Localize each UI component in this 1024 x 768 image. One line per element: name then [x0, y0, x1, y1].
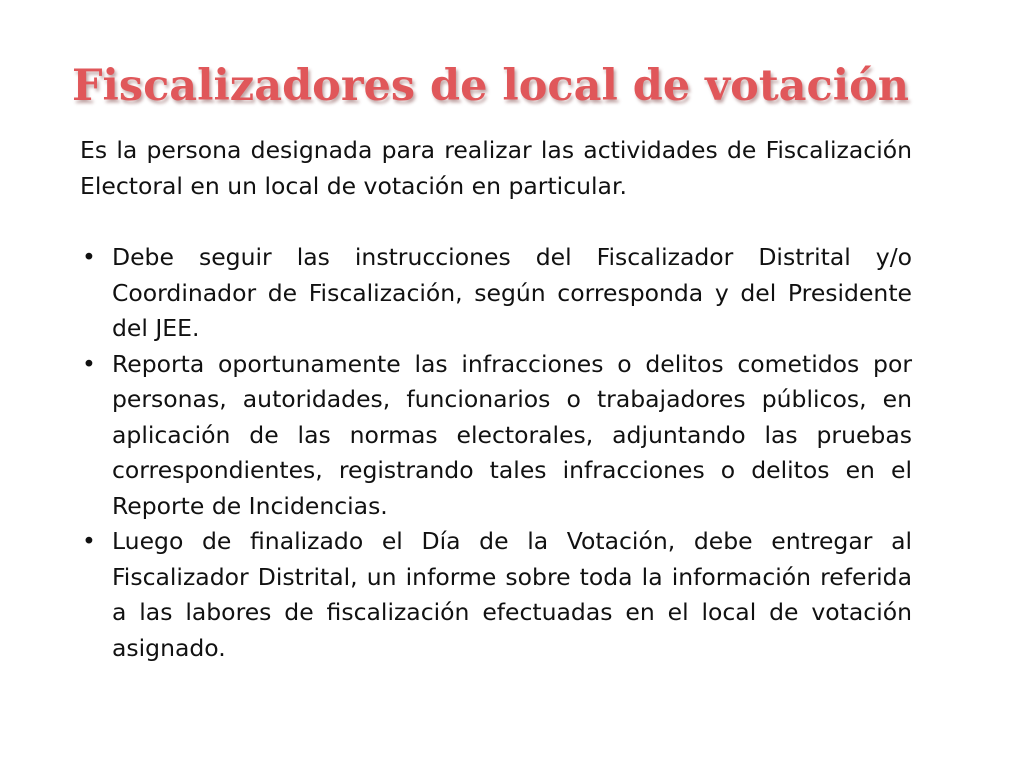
slide-title: Fiscalizadores de local de votación — [72, 61, 910, 111]
bullet-icon: • — [82, 527, 96, 555]
bullet-item — [80, 240, 912, 347]
slide-body — [80, 133, 912, 666]
bullet-text: Luego de finalizado el Día de la Votación, debe entregar al Fiscalizador Distrital, un informe sobre toda la información referida a las labores de fiscalización efectuadas en el local de votación asignado. — [112, 527, 912, 662]
paragraph-spacer — [80, 204, 912, 240]
bullet-icon: • — [82, 243, 96, 271]
bullet-text: Reporta oportunamente las infracciones o delitos cometidos por personas, autoridades, funcionarios o trabajadores públicos, en aplicación de las normas electorales, adjuntando las pruebas correspondientes, registrando tales infracciones o delitos en el Reporte de Incidencias. — [112, 349, 912, 520]
bullet-text: Debe seguir las instrucciones del Fiscalizador Distrital y/o Coordinador de Fiscalización, según corresponda y del Presidente del JEE. — [112, 243, 912, 342]
bullet-list — [80, 240, 912, 666]
intro-paragraph: Es la persona designada para realizar las actividades de Fiscalización Electoral en un local de votación en particular. — [80, 136, 912, 200]
bullet-item — [80, 347, 912, 525]
bullet-item — [80, 524, 912, 666]
bullet-icon: • — [82, 349, 96, 378]
